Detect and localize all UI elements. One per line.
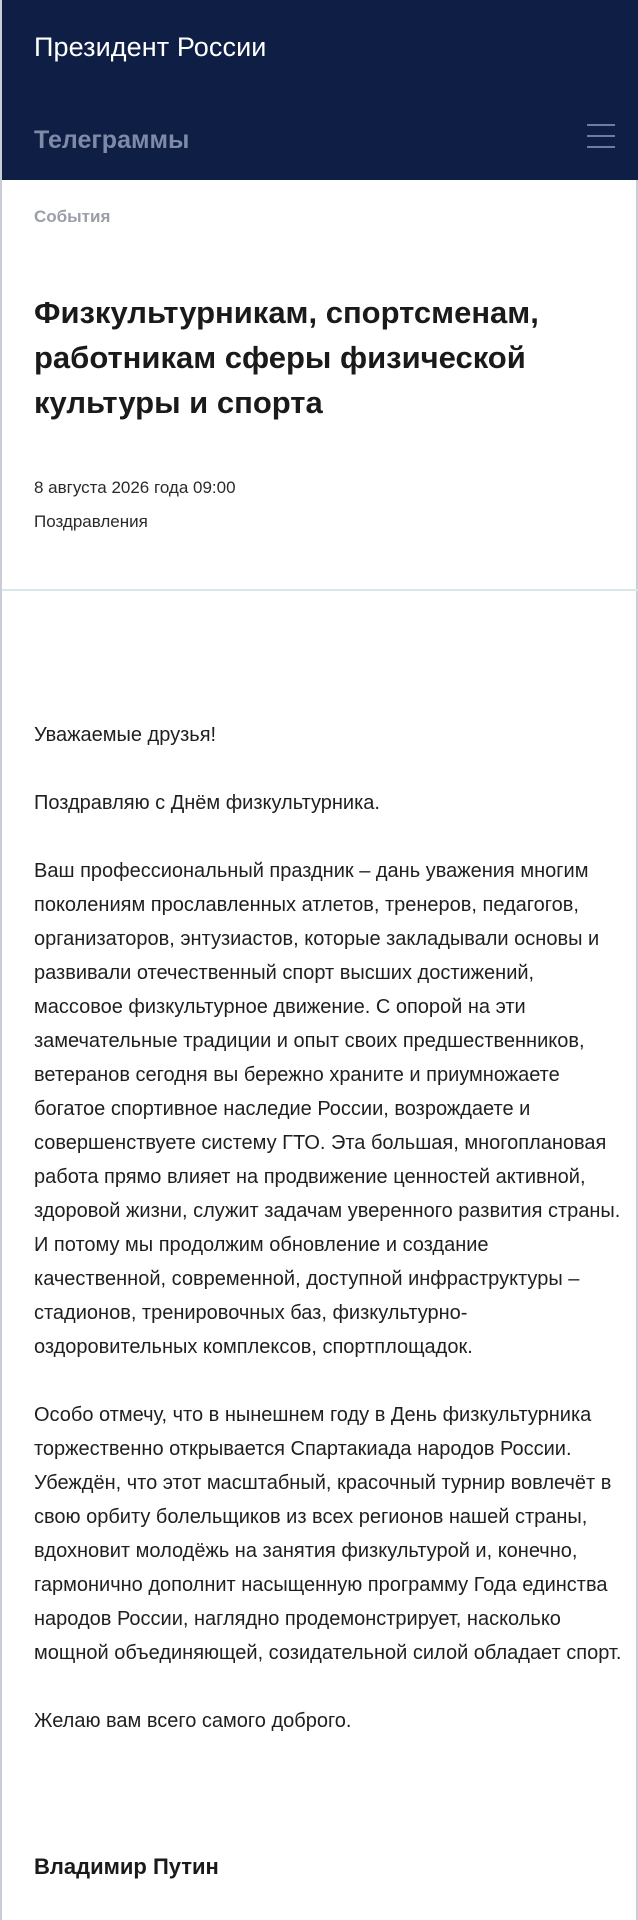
- breadcrumb[interactable]: События: [34, 207, 111, 226]
- site-title-link[interactable]: Президент России: [34, 32, 267, 62]
- article-body: [34, 718, 624, 1772]
- body-paragraph: Ваш профессиональный праздник – дань уважения многим поколениям прославленных атлетов, тренеров, педагогов, организаторов, энтузиастов, которые закладывали основы и развивали отечественный спорт высших достижений, массовое физкультурное движение. С опорой на эти замечательные традиции и опыт своих предшественников, ветеранов сегодня вы бережно храните и приумножаете богатое спортивное наследие России, возрождаете и совершенствуете систему ГТО. Эта большая, многоплановая работа прямо влияет на продвижение ценностей активной, здоровой жизни, служит задачам уверенного развития страны. И потому мы продолжим обновление и создание качественной, современной, доступной инфраструктуры – стадионов, тренировочных баз, физкультурно-оздоровительных комплексов, спортплощадок.: [34, 860, 621, 1358]
- menu-line: [587, 135, 615, 137]
- section-title[interactable]: Телеграммы: [34, 126, 190, 154]
- menu-line: [587, 146, 615, 148]
- hamburger-menu-icon[interactable]: [587, 120, 617, 152]
- body-paragraph: Особо отмечу, что в нынешнем году в День физкультурника торжественно открывается Спартакиада народов России. Убеждён, что этот масштабный, красочный турнир вовлечёт в свою орбиту болельщиков из всех регионов нашей страны, вдохновит молодёжь на занятия физкультурой и, конечно, гармонично дополнит насыщенную программу Года единства народов России, наглядно продемонстрирует, насколько мощной объединяющей, созидательной силой обладает спорт.: [34, 1404, 622, 1664]
- closing-paragraph: Желаю вам всего самого доброго.: [34, 1710, 352, 1732]
- menu-line: [587, 124, 615, 126]
- article-date: 8 августа 2026 года 09:00: [34, 478, 236, 497]
- congratulation-paragraph: Поздравляю с Днём физкультурника.: [34, 792, 380, 814]
- article-tag-link[interactable]: Поздравления: [34, 512, 148, 531]
- divider: [2, 589, 638, 591]
- site-header: [2, 0, 638, 180]
- greeting-paragraph: Уважаемые друзья!: [34, 724, 217, 746]
- signature: Владимир Путин: [34, 1854, 219, 1879]
- page-title: Физкультурникам, спортсменам, работникам сферы физической культуры и спорта: [34, 295, 539, 420]
